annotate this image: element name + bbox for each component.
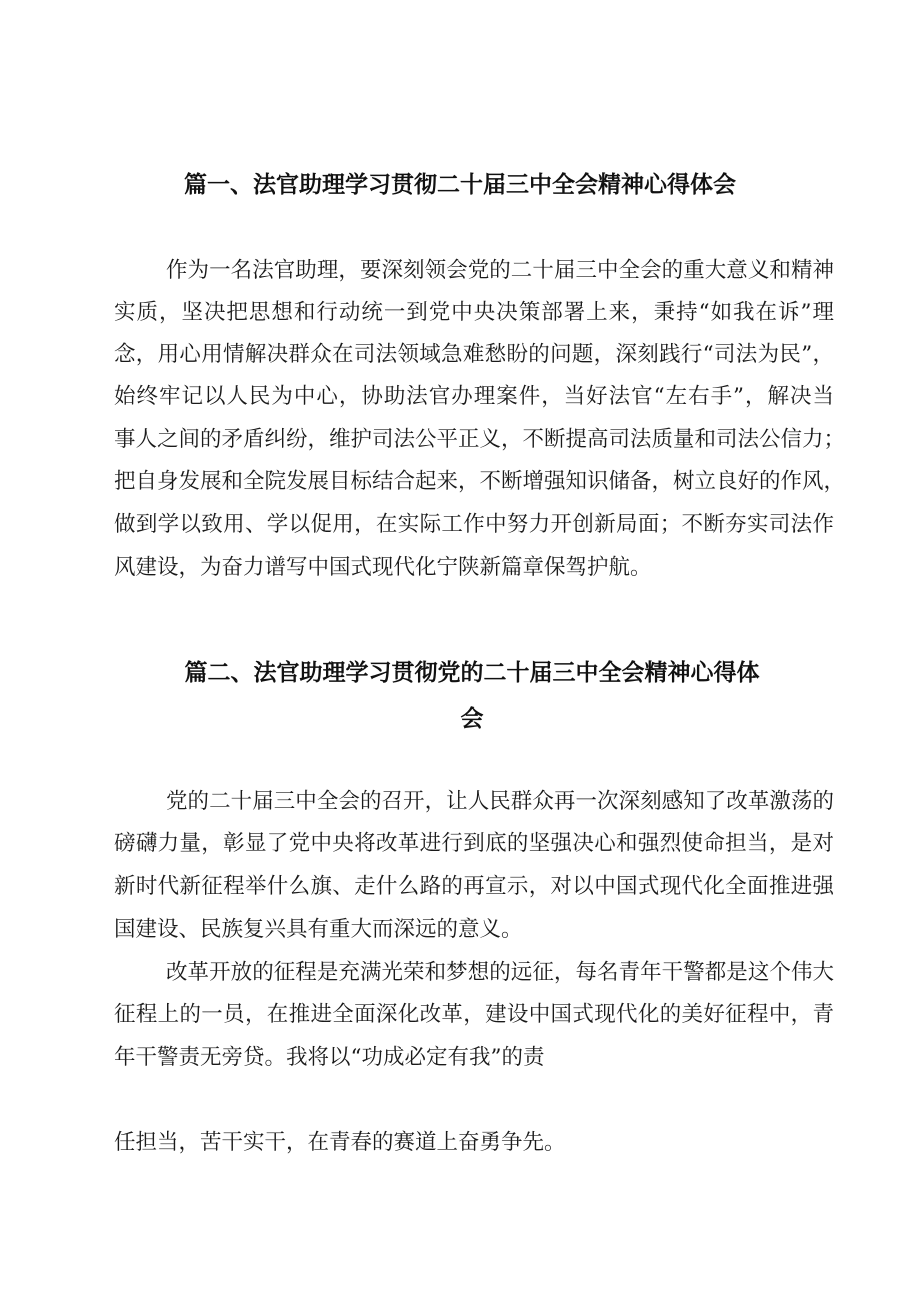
section2-para2-line-2: 征程上的一员，在推进全面深化改革，建设中国式现代化的美好征程中，青 — [114, 1002, 834, 1027]
section2-para3-line-1: 任担当，苦干实干，在青春的赛道上奋勇争先。 — [114, 1130, 566, 1155]
section1-line-3: 念，用心用情解决群众在司法领域急难愁盼的问题，深刻践行“司法为民”， — [114, 342, 834, 367]
section2-para2-line-1: 改革开放的征程是充满光荣和梦想的远征，每名青年干警都是这个伟大 — [166, 960, 834, 985]
section2-heading-line2: 会 — [460, 706, 484, 732]
section2-para1-line-1: 党的二十届三中全会的召开，让人民群众再一次深刻感知了改革激荡的 — [166, 789, 834, 814]
section1-line-7: 做到学以致用、学以促用，在实际工作中努力开创新局面；不断夯实司法作 — [114, 512, 834, 537]
section1-line-8: 风建设，为奋力谱写中国式现代化宁陕新篇章保驾护航。 — [114, 555, 652, 580]
section1-heading: 篇一、法官助理学习贯彻二十届三中全会精神心得体会 — [184, 172, 736, 198]
section1-line-4: 始终牢记以人民为中心，协助法官办理案件，当好法官“左右手”，解决当 — [114, 384, 834, 409]
section2-para1-line-3: 新时代新征程举什么旗、走什么路的再宣示，对以中国式现代化全面推进强 — [114, 874, 834, 899]
section2-para1-line-4: 国建设、民族复兴具有重大而深远的意义。 — [114, 917, 523, 942]
section2-para1-line-2: 磅礴力量，彰显了党中央将改革进行到底的坚强决心和强烈使命担当，是对 — [114, 831, 834, 856]
section2-heading-line1: 篇二、法官助理学习贯彻党的二十届三中全会精神心得体 — [184, 660, 760, 686]
section1-line-5: 事人之间的矛盾纠纷，维护司法公平正义，不断提高司法质量和司法公信力； — [114, 427, 846, 452]
section2-para2-line-3: 年干警责无旁贷。我将以“功成必定有我”的责 — [114, 1045, 545, 1070]
section1-line-1: 作为一名法官助理，要深刻领会党的二十届三中全会的重大意义和精神 — [166, 258, 834, 283]
section1-line-2: 实质，坚决把思想和行动统一到党中央决策部署上来，秉持“如我在诉”理 — [114, 300, 834, 325]
section1-line-6: 把自身发展和全院发展目标结合起来，不断增强知识储备，树立良好的作风， — [114, 469, 846, 494]
